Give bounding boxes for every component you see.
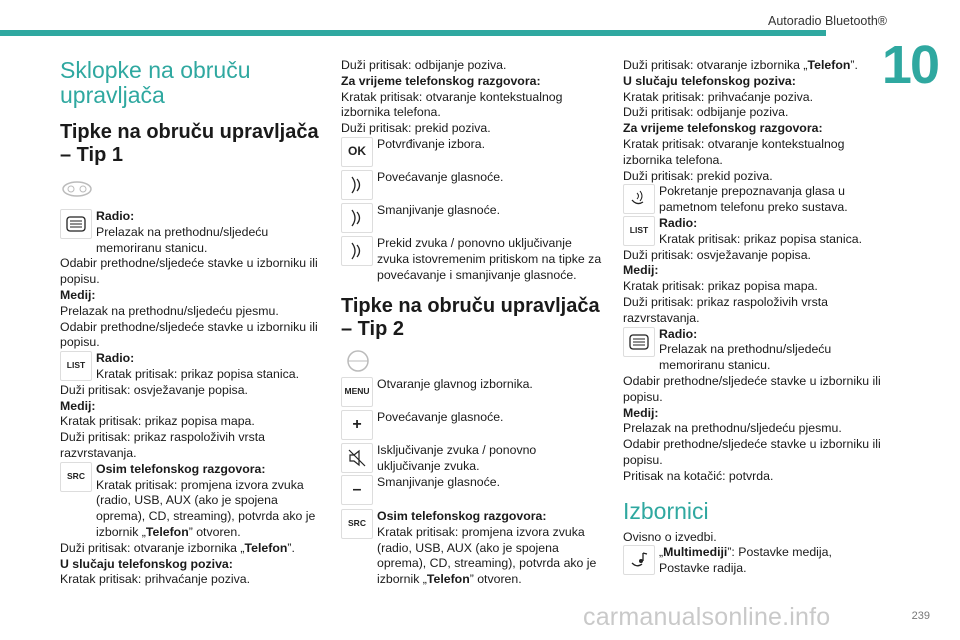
text-line: Duži pritisak: otvaranje izbornika „: [623, 58, 808, 72]
column-3: [623, 58, 885, 577]
text-line: Prelazak na prethodnu/sljedeću pjesmu.: [623, 421, 842, 436]
telefon-label: Telefon: [145, 524, 189, 539]
during-title: Za vrijeme telefonskog razgovora:: [623, 121, 823, 136]
text-line: Prelazak na prethodnu/sljedeću memoriranu stanicu.: [96, 224, 269, 255]
telefon-label: Telefon: [244, 540, 288, 555]
text-line: Smanjivanje glasnoće.: [377, 202, 501, 217]
text-line: Odabir prethodne/sljedeće stavke u izborniku ili popisu.: [623, 437, 881, 467]
text-line: ” otvoren.: [469, 572, 522, 587]
except-title: Osim telefonskog razgovora:: [377, 508, 547, 523]
text-line: Kratak pritisak: prikaz popisa mapa.: [60, 414, 255, 429]
multimedia-label: Multimediji: [663, 545, 728, 560]
text-line: Potvrđivanje izbora.: [377, 136, 485, 151]
multimedia-icon: [623, 545, 655, 575]
volume-down-icon: [341, 203, 373, 233]
text-line: Kratak pritisak: promjena izvora zvuka (radio, USB, AUX (ako je spojena oprema), CD, streaming), potvrda ako je izbornik „: [377, 524, 597, 587]
subheading-tip1: Tipke na obruču upravljača – Tip 1: [60, 121, 319, 166]
header-accent-bar: [0, 30, 826, 36]
except-title: Osim telefonskog razgovora:: [96, 461, 266, 476]
text-line: Kratak pritisak: prikaz popisa stanica.: [659, 231, 862, 246]
section-heading: Sklopke na obruču upravljača: [60, 57, 251, 108]
steering-wheel-controls-icon: [341, 349, 375, 373]
media-title: Medij:: [623, 405, 659, 420]
telefon-label: Telefon: [807, 58, 851, 72]
text-line: Kratak pritisak: prikaz popisa stanica.: [96, 366, 299, 381]
telefon-label: Telefon: [426, 572, 470, 587]
chapter-number: 10: [881, 35, 938, 95]
speaker-mute-icon: [341, 443, 373, 473]
text-line: Kratak pritisak: prikaz popisa mapa.: [623, 279, 818, 294]
steering-wheel-controls-icon: [60, 177, 94, 201]
radio-entry: [60, 209, 322, 256]
scroll-list-icon: [60, 209, 92, 239]
scroll-list-icon: [623, 327, 655, 357]
media-title: Medij:: [60, 398, 96, 413]
text-line: Smanjivanje glasnoće.: [377, 474, 501, 489]
text-line: Odabir prethodne/sljedeće stavke u izborniku ili popisu.: [60, 319, 318, 350]
text-line: Odabir prethodne/sljedeće stavke u izborniku ili popisu.: [623, 373, 881, 404]
text-line: Otvaranje glavnog izbornika.: [377, 377, 533, 392]
subheading-tip2: Tipke na obruču upravljača – Tip 2: [341, 295, 600, 341]
text-line: Prelazak na prethodnu/sljedeću memoriranu stanicu.: [659, 342, 832, 373]
list-entry: [60, 351, 322, 383]
text-line: Pritisak na kotačić: potvrda.: [623, 468, 774, 483]
media-title: Medij:: [60, 287, 96, 302]
text-line: Duži pritisak: prekid poziva.: [341, 121, 491, 136]
radio-title: Radio:: [659, 215, 698, 230]
text-line: Kratak pritisak: promjena izvora zvuka (radio, USB, AUX (ako je spojena oprema), CD, streaming), potvrda ako je izbornik „: [96, 477, 316, 539]
text-line: Isključivanje zvuka / ponovno uključivanje zvuka.: [377, 443, 537, 474]
during-title: Za vrijeme telefonskog razgovora:: [341, 73, 541, 88]
radio-title: Radio:: [96, 351, 135, 366]
list-icon: LIST: [60, 351, 92, 381]
mute-icon: [341, 236, 373, 266]
call-title: U slučaju telefonskog poziva:: [623, 73, 796, 88]
text-line: Prekid zvuka / ponovno uključivanje zvuka istovremenim pritiskom na tipke za povećavanje i smanjivanje glasnoće.: [377, 235, 602, 282]
text-line: Pokretanje prepoznavanja glasa u pametnom telefonu preko sustava.: [659, 184, 848, 215]
text-line: Duži pritisak: prekid poziva.: [623, 168, 773, 183]
text-line: Kratak pritisak: prihvaćanje poziva.: [623, 89, 814, 104]
volume-up-icon: [341, 170, 373, 200]
call-title: U slučaju telefonskog poziva:: [60, 556, 233, 571]
text-line: ”.: [287, 540, 295, 555]
plus-icon: +: [341, 410, 373, 440]
src-icon: SRC: [60, 462, 92, 492]
menu-icon: MENU: [341, 377, 373, 407]
src-entry: [60, 462, 322, 541]
list-icon: LIST: [623, 216, 655, 246]
text-line: Kratak pritisak: otvaranje kontekstualnog izbornika telefona.: [623, 136, 845, 167]
text-line: Duži pritisak: otvaranje izbornika „: [60, 540, 245, 555]
text-line: Kratak pritisak: prihvaćanje poziva.: [60, 572, 251, 587]
text-line: Kratak pritisak: otvaranje kontekstualnog izbornika telefona.: [341, 89, 563, 120]
page-number: 239: [911, 610, 930, 622]
section-heading-menus: Izbornici: [623, 497, 709, 524]
text-line: Povećavanje glasnoće.: [377, 410, 504, 425]
text-line: Duži pritisak: odbijanje poziva.: [623, 105, 789, 120]
watermark: carmanualsonline.info: [583, 603, 831, 631]
media-title: Medij:: [623, 263, 659, 278]
radio-title: Radio:: [96, 209, 135, 223]
text-line: ”: Postavke medija, Postavke radija.: [659, 545, 832, 576]
minus-icon: –: [341, 475, 373, 505]
text-line: ” otvoren.: [188, 524, 241, 539]
column-2: [341, 58, 603, 588]
text-line: Odabir prethodne/sljedeće stavke u izborniku ili popisu.: [60, 256, 318, 287]
text-line: Povećavanje glasnoće.: [377, 169, 504, 184]
text-line: „: [659, 545, 664, 560]
text-line: Duži pritisak: osvježavanje popisa.: [60, 382, 248, 397]
text-line: Duži pritisak: odbijanje poziva.: [341, 58, 507, 72]
text-line: Prelazak na prethodnu/sljedeću pjesmu.: [60, 303, 279, 318]
text-line: ”.: [850, 58, 858, 72]
text-line: Duži pritisak: prikaz raspoloživih vrsta razvrstavanja.: [60, 430, 266, 460]
section-title: Autoradio Bluetooth®: [767, 14, 887, 28]
radio-title: Radio:: [659, 326, 698, 341]
voice-recognition-icon: [623, 184, 655, 214]
text-line: Duži pritisak: prikaz raspoloživih vrsta razvrstavanja.: [623, 294, 829, 325]
text-line: Ovisno o izvedbi.: [623, 529, 717, 544]
column-1: [60, 58, 322, 588]
text-line: Duži pritisak: osvježavanje popisa.: [623, 247, 811, 262]
ok-icon: OK: [341, 137, 373, 167]
src-icon: SRC: [341, 509, 373, 539]
